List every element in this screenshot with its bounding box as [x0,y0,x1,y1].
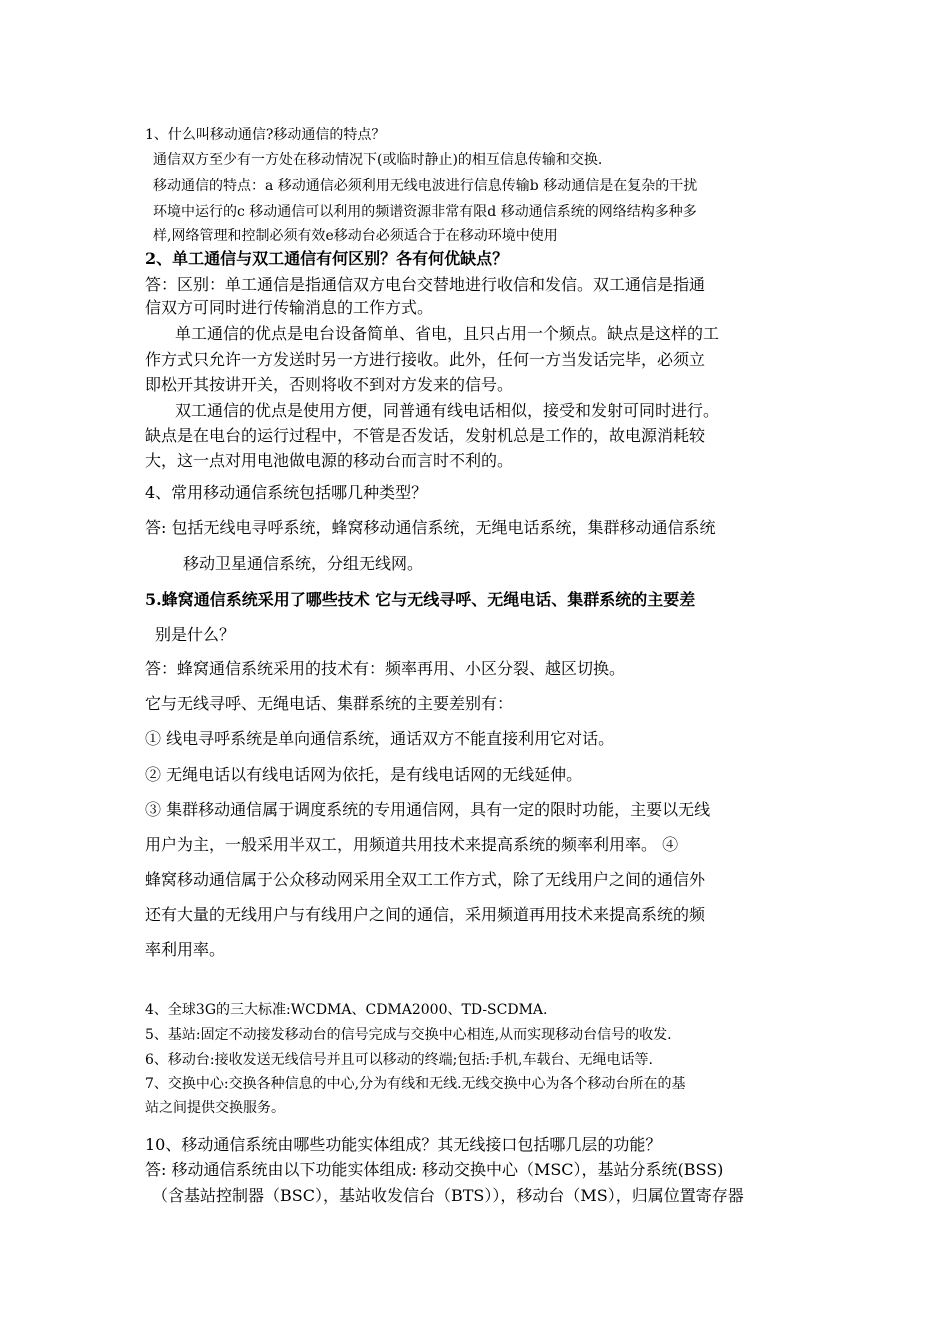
answer-line: 信双方可同时进行传输消息的工作方式。 [145,298,434,317]
question-1-features-line: 环境中运行的c 移动通信可以利用的频谱资源非常有限d 移动通信系统的网络结构多种多 [153,204,697,220]
answer-line: 用户为主，一般采用半双工，用频道共用技术来提高系统的频率利用率。 ④ [145,835,679,854]
answer-line: 缺点是在电台的运行过程中，不管是否发话，发射机总是工作的，故电源消耗较 [145,426,706,445]
answer-line: 率利用率。 [145,940,226,959]
note-line: 6、移动台:接收发送无线信号并且可以移动的终端;包括:手机,车载台、无绳电话等. [145,1052,653,1068]
answer-line: 大，这一点对用电池做电源的移动台而言时不利的。 [145,451,514,470]
answer-line: ② 无绳电话以有线电话网为依托，是有线电话网的无线延伸。 [145,765,583,784]
answer-line: 还有大量的无线用户与有线用户之间的通信，采用频道再用技术来提高系统的频 [145,905,706,924]
note-line: 站之间提供交换服务。 [145,1100,285,1116]
answer-line: 单工通信的优点是电台设备简单、省电，且只占用一个频点。缺点是这样的工 [175,324,720,343]
question-10-title: 10、移动通信系统由哪些功能实体组成？其无线接口包括哪几层的功能？ [145,1135,662,1154]
answer-line: 蜂窝移动通信属于公众移动网采用全双工工作方式，除了无线用户之间的通信外 [145,870,706,889]
note-line: 7、交换中心:交换各种信息的中心,分为有线和无线.无线交换中心为各个移动台所在的基 [145,1076,686,1092]
answer-line: 它与无线寻呼、无绳电话、集群系统的主要差别有： [145,694,514,713]
answer-line: 移动卫星通信系统，分组无线网。 [183,554,424,573]
question-1-features-line: 样,网络管理和控制必须有效e移动台必须适合于在移动环境中使用 [153,228,558,244]
question-4-title: 4、常用移动通信系统包括哪几种类型？ [145,483,428,502]
note-line: 5、基站:固定不动接发移动台的信号完成与交换中心相连,从而实现移动台信号的收发. [145,1027,672,1043]
question-5-title: 5.蜂窝通信系统采用了哪些技术 它与无线寻呼、无绳电话、集群系统的主要差 [145,590,696,609]
answer-line: 双工通信的优点是使用方便，同普通有线电话相似，接受和发射可同时进行。 [175,401,720,420]
question-1-definition: 通信双方至少有一方处在移动情况下(或临时静止)的相互信息传输和交换. [153,152,603,168]
question-1-features-line: 移动通信的特点：a 移动通信必须利用无线电波进行信息传输b 移动通信是在复杂的干扰 [153,178,698,194]
answer-line: 答: 移动通信系统由以下功能实体组成: 移动交换中心（MSC），基站分系统(BSS) [145,1160,724,1179]
answer-line: 答：蜂窝通信系统采用的技术有：频率再用、小区分裂、越区切换。 [145,659,626,678]
answer-line: 答: 包括无线电寻呼系统，蜂窝移动通信系统，无绳电话系统，集群移动通信系统 [145,518,716,537]
question-1-title: 1、什么叫移动通信?移动通信的特点？ [145,127,386,143]
answer-line: （含基站控制器（BSC），基站收发信台（BTS）），移动台（MS），归属位置寄存器 [152,1186,744,1205]
note-line: 4、全球3G的三大标准:WCDMA、CDMA2000、TD-SCDMA. [145,1002,548,1018]
answer-line: 即松开其按讲开关，否则将收不到对方发来的信号。 [145,375,514,394]
question-5-title-cont: 别是什么？ [155,625,236,644]
question-2-title: 2、单工通信与双工通信有何区别？各有何优缺点？ [145,249,509,268]
answer-line: ① 线电寻呼系统是单向通信系统，通话双方不能直接利用它对话。 [145,729,615,748]
answer-line: 答：区别：单工通信是指通信双方电台交替地进行收信和发信。双工通信是指通 [145,275,706,294]
answer-line: ③ 集群移动通信属于调度系统的专用通信网，具有一定的限时功能，主要以无线 [145,800,711,819]
answer-line: 作方式只允许一方发送时另一方进行接收。此外，任何一方当发话完毕，必须立 [145,350,706,369]
